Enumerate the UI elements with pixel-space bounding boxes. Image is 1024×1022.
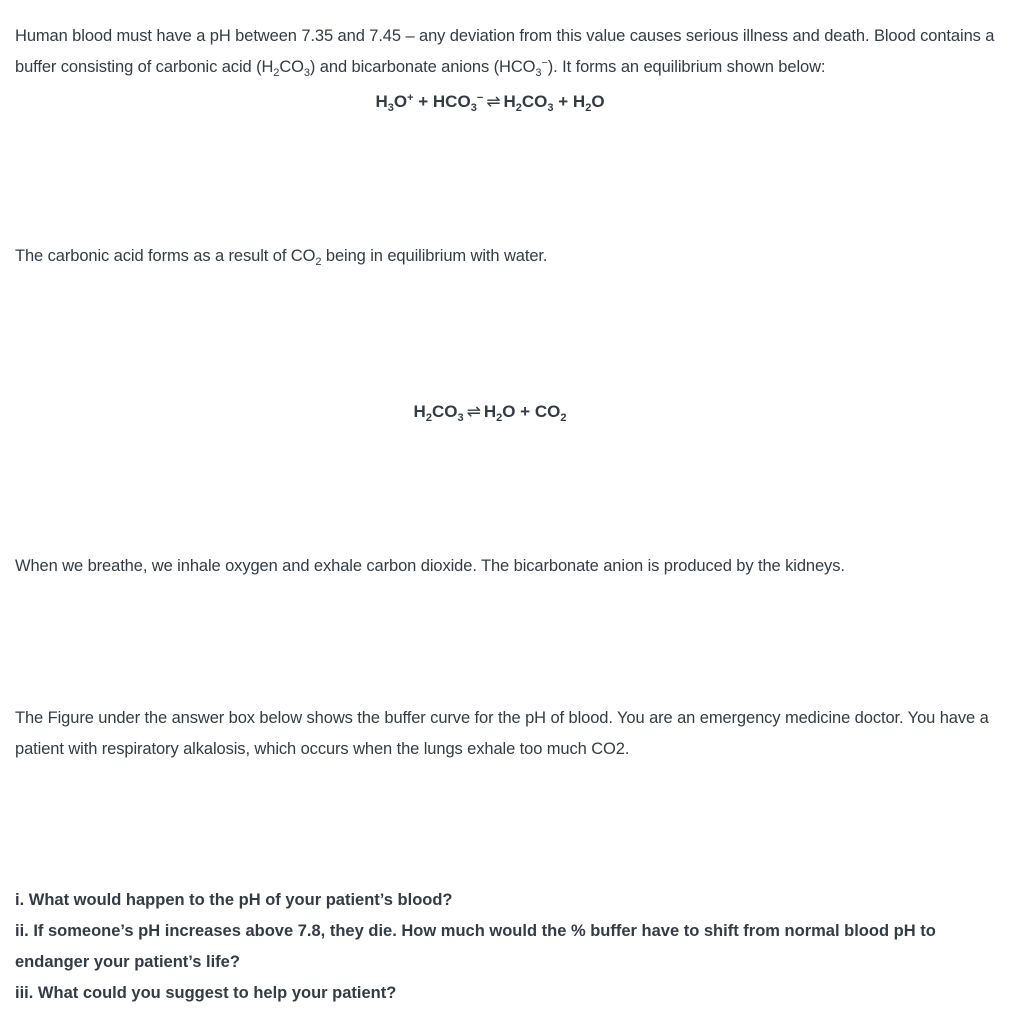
question-3: iii. What could you suggest to help your patient? bbox=[15, 984, 397, 1002]
equilibrium-arrow-icon: ⇌ bbox=[486, 92, 501, 111]
eq1-sup: − bbox=[476, 92, 484, 104]
question-1: i. What would happen to the pH of your patient’s blood? bbox=[15, 891, 453, 909]
question-2: ii. If someone’s pH increases above 7.8, they die. How much would the % buffer have to shift from normal blood pH to endanger your patient’s life? bbox=[15, 922, 936, 971]
intro-text-b: CO bbox=[279, 58, 304, 76]
intro-sub-a: 2 bbox=[273, 67, 280, 79]
eq2-part: H bbox=[413, 402, 426, 421]
eq2-sub: 2 bbox=[496, 412, 503, 424]
eq2-part: O + CO bbox=[502, 402, 561, 421]
eq1-sub: 2 bbox=[585, 102, 592, 114]
eq1-sub: 2 bbox=[515, 102, 522, 114]
eq1-sub: 3 bbox=[470, 102, 477, 114]
equilibrium-arrow-icon: ⇌ bbox=[466, 402, 481, 421]
eq1-sub: 3 bbox=[547, 102, 554, 114]
figure-intro-paragraph: The Figure under the answer box below shows the buffer curve for the pH of blood. You are an emergency medicine doctor. You have a patient with respiratory alkalosis, which occurs when the lungs exhale too much CO2. bbox=[15, 709, 989, 758]
eq1-part: + H bbox=[553, 92, 586, 111]
eq1-part: H bbox=[375, 92, 388, 111]
carbonic-sub-a: 2 bbox=[315, 256, 322, 268]
intro-text-a: Human blood must have a pH between 7.35 and 7.45 – any deviation from this value causes serious illness and death. Blood contains a buffer consisting of carbonic acid (H bbox=[15, 27, 995, 76]
eq1-part: H bbox=[503, 92, 516, 111]
eq2-part: H bbox=[483, 402, 497, 421]
equilibrium-equation-2 bbox=[0, 401, 980, 423]
eq2-sub: 3 bbox=[457, 412, 464, 424]
eq1-part: CO bbox=[521, 92, 548, 111]
intro-text-c: ) and bicarbonate anions (HCO bbox=[309, 58, 536, 76]
breathing-paragraph: When we breathe, we inhale oxygen and exhale carbon dioxide. The bicarbonate anion is produced by the kidneys. bbox=[15, 557, 845, 575]
carbonic-text-a: The carbonic acid forms as a result of CO bbox=[15, 247, 316, 265]
intro-paragraph bbox=[15, 21, 1010, 83]
intro-sub-b: 3 bbox=[303, 67, 310, 79]
carbonic-acid-paragraph bbox=[15, 241, 1010, 272]
eq2-sub: 2 bbox=[425, 412, 432, 424]
eq2-sub: 2 bbox=[560, 412, 567, 424]
eq2-part: CO bbox=[431, 402, 458, 421]
eq1-sub: 3 bbox=[387, 102, 394, 114]
intro-text-d: ). It forms an equilibrium shown below: bbox=[547, 58, 826, 76]
eq1-part: O bbox=[393, 92, 408, 111]
eq1-sup: + bbox=[407, 92, 414, 104]
eq1-part: O bbox=[591, 92, 605, 111]
intro-sub-c: 3 bbox=[535, 67, 542, 79]
equilibrium-equation-1 bbox=[0, 91, 980, 113]
question-list bbox=[15, 885, 1010, 1009]
intro-sup-c: − bbox=[541, 57, 548, 69]
carbonic-text-b: being in equilibrium with water. bbox=[321, 247, 548, 265]
eq1-part: + HCO bbox=[413, 92, 471, 111]
